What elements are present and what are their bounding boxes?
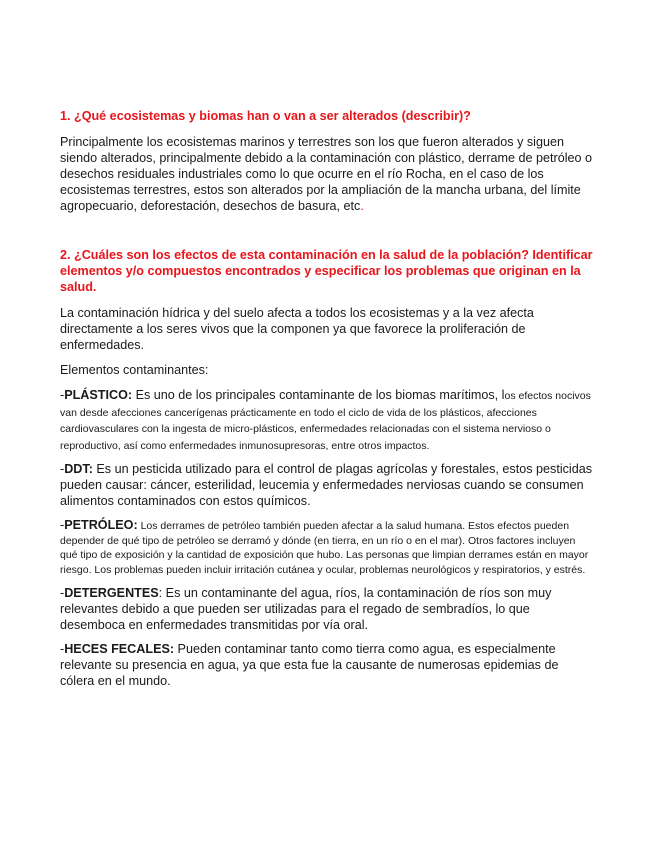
item-plastico <box>60 387 595 453</box>
item-plastico-text: os efectos nocivos van desde afecciones cancerígenas prácticamente en todo el ciclo de vida de los plásticos, afecciones cardiovasculares con la ingesta de micro-plásticos, enfermedades relacionadas con el sistema nervioso o reproductivo, así como enfermedades inmunosupresoras, entre otros impactos. <box>60 390 591 452</box>
item-heces-fecales <box>60 641 595 689</box>
item-heces-prefix: - <box>60 642 65 656</box>
item-detergentes-prefix: - <box>60 586 65 600</box>
question-1-answer-text: Principalmente los ecosistemas marinos y terrestres son los que fueron alterados y siguen siendo alterados, principalmente debido a la contaminación con plástico, derrame de petróleo o desechos residuales industriales como lo que ocurre en el río Rocha, en el caso de los ecosistemas terrestres, estos son alterados por la ampliación de la mancha urbana, del límite agropecuario, deforestación, desechos de basura, etc <box>60 135 593 213</box>
item-petroleo-prefix: - <box>60 518 65 532</box>
elements-heading: Elementos contaminantes: <box>60 363 209 377</box>
item-heces-term: HECES FECALES: <box>64 642 175 656</box>
item-petroleo-text: Los derrames de petróleo también pueden afectar a la salud humana. Estos efectos pueden depender de qué tipo de petróleo se derramó y dónde (en tierra, en un río o en el mar). Otros factores incluyen qué tipo de exposición y la cantidad de exposición que hubo. Las personas que limpian derrames están en mayor riesgo. Los problemas pueden incluir irritación cutánea y ocular, problemas neurológicos y respiratorios, y estrés. <box>60 520 589 576</box>
item-detergentes-text: : Es un contaminante del agua, ríos, la contaminación de ríos son muy relevantes debido a que pueden ser utilizadas para el regado de sembradíos, lo que desemboca en enfermedades transmitidas por vía oral. <box>60 586 552 632</box>
item-petroleo <box>60 517 595 577</box>
question-2-intro: La contaminación hídrica y del suelo afecta a todos los ecosistemas y a la vez afecta directamente a los seres vivos que la componen ya que favorece la proliferación de enfermedades. <box>60 306 534 352</box>
item-detergentes <box>60 585 595 633</box>
item-plastico-term: PLÁSTICO: <box>64 388 133 402</box>
question-1-answer-end: . <box>360 199 364 213</box>
item-ddt-prefix: - <box>60 462 65 476</box>
item-ddt <box>60 461 595 509</box>
question-1-answer <box>60 134 595 214</box>
question-1-title: 1. ¿Qué ecosistemas y biomas han o van a ser alterados (describir)? <box>60 109 471 123</box>
item-heces-text: Pueden contaminar tanto como tierra como agua, es especialmente relevante su presencia en agua, ya que esta fue la causante de numerosas epidemias de cólera en el mundo. <box>60 642 559 688</box>
item-plastico-lead: Es uno de los principales contaminante de los biomas marítimos, l <box>132 388 505 402</box>
item-ddt-text: Es un pesticida utilizado para el control de plagas agrícolas y forestales, estos pesticidas pueden causar: cáncer, esterilidad, leucemia y enfermedades nerviosas cuando se consumen alimentos contaminados con estos químicos. <box>60 462 593 508</box>
item-detergentes-term: DETERGENTES <box>64 586 159 600</box>
question-2-title: 2. ¿Cuáles son los efectos de esta contaminación en la salud de la población? Identificar elementos y/o compuestos encontrados y especificar los problemas que originan en la salud. <box>60 248 593 294</box>
item-petroleo-term: PETRÓLEO: <box>64 518 138 532</box>
item-ddt-term: DDT: <box>64 462 93 476</box>
item-plastico-prefix: - <box>60 388 65 402</box>
